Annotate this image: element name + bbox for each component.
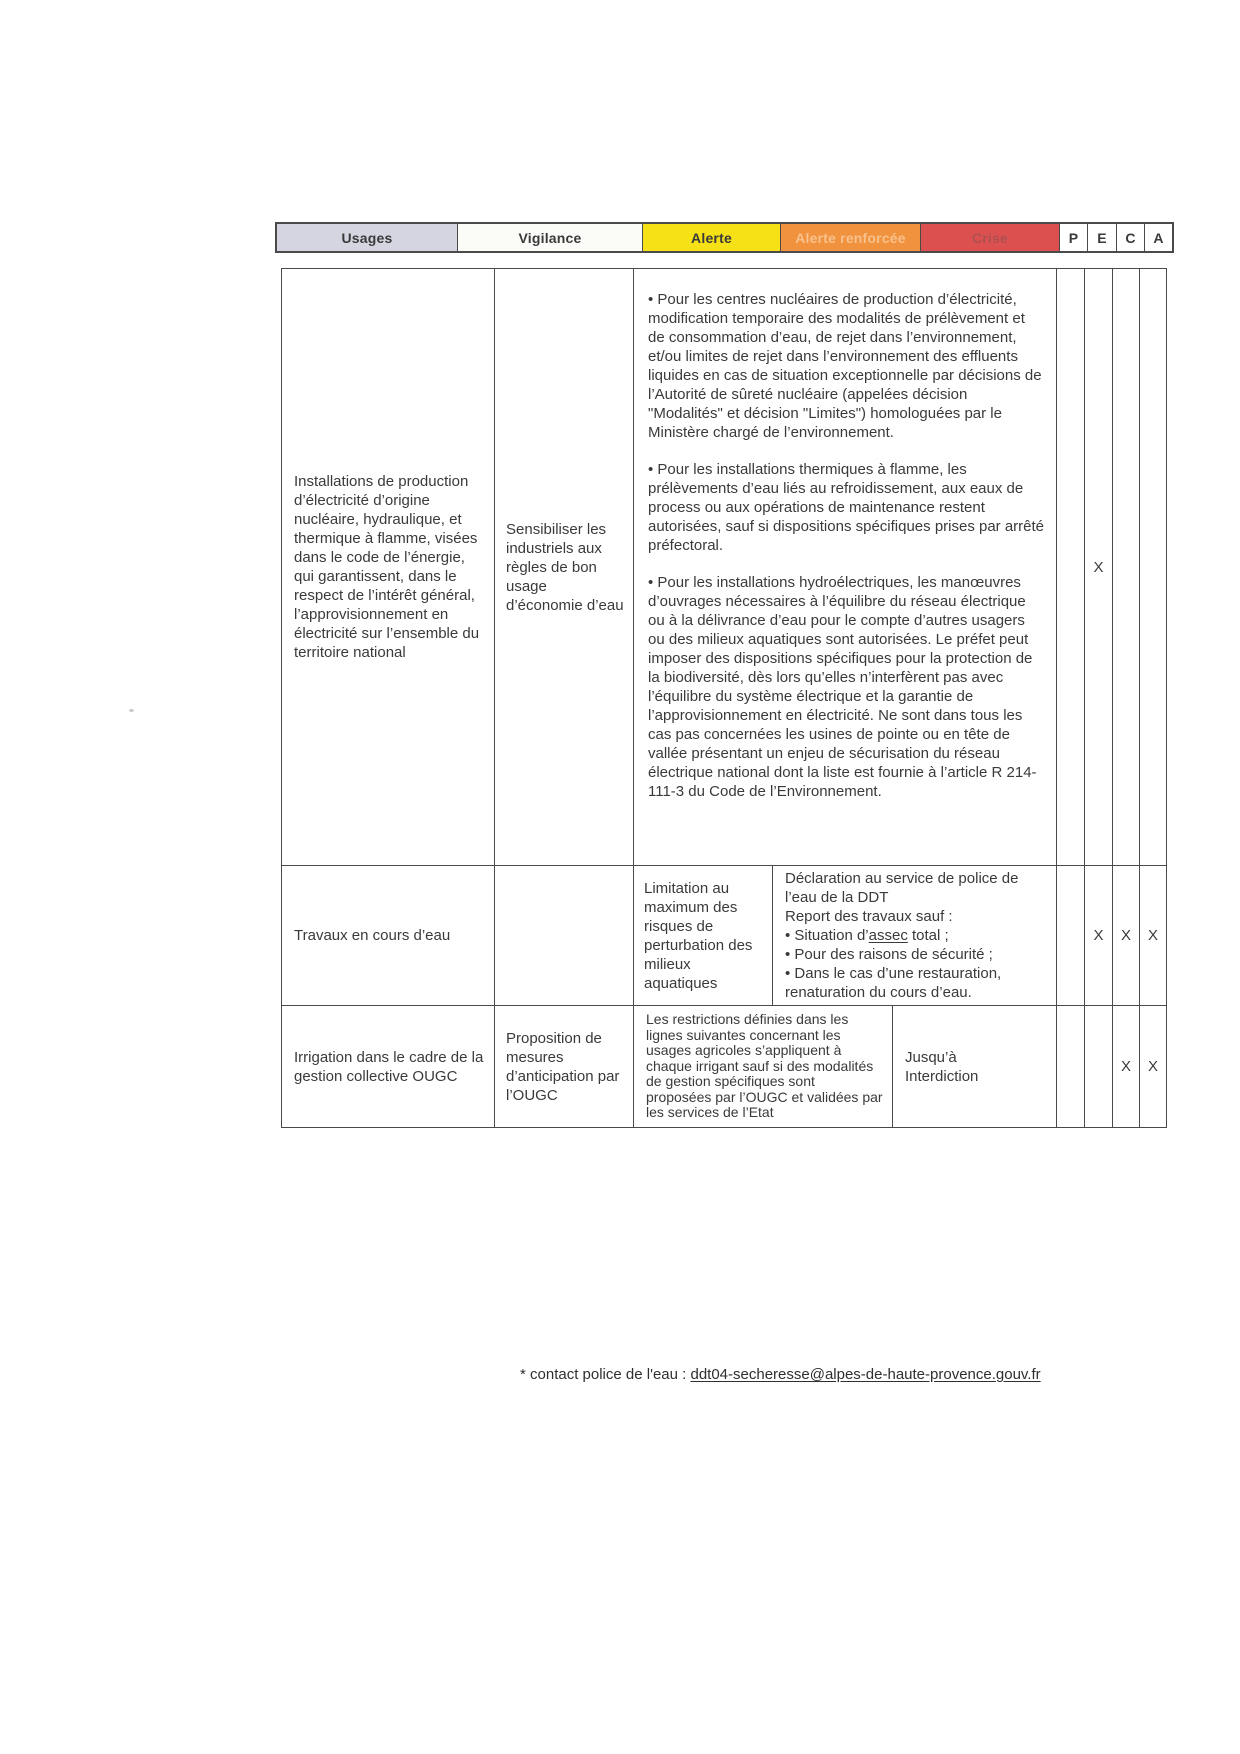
underlined-assec: assec: [868, 927, 908, 944]
row3-usage-cell: [281, 1005, 495, 1128]
severity-legend-band: [275, 222, 1174, 253]
row2-flag-a: X: [1139, 865, 1167, 1006]
footer-contact-prefix: * contact police de l'eau :: [520, 1366, 691, 1383]
row1-vigilance-text: Sensibiliser les industriels aux règles de bon usage d’économie d’eau: [506, 520, 624, 614]
row1-measure-nucleaire: • Pour les centres nucléaires de production d’électricité, modification temporaire des modalités de prélèvement et de consommation d’eau, de rejet dans l’environnement, et/ou limites de rejet dans l’environnement des effluents liquides en cas de situation exceptionnelle par décisions de l’Autorité de sûreté nucléaire (appelées décision "Modalités" et décision "Limites") homologuées par le Ministère chargé de l’environnement.: [648, 291, 1042, 441]
row1-measures-cell: [633, 268, 1057, 866]
row1-usage-cell: [281, 268, 495, 866]
legend-crise: Crise: [920, 224, 1059, 251]
row2-alerte-text: Limitation au maximum des risques de perturbation des milieux aquatiques: [644, 879, 753, 992]
row1-flag-p: [1056, 268, 1085, 866]
row3-vigilance-text: Proposition de mesures d’anticipation par l’OUGC: [506, 1029, 620, 1104]
row1-usage-text: Installations de production d’électricité d’origine nucléaire, hydraulique, et thermique à flamme, visées dans le code de l’énergie, qui garantissent, dans le respect de l’intérêt général, l’approvisionnement en électricité sur l’ensemble du territoire national: [294, 473, 480, 661]
row3-vigilance-cell: [494, 1005, 634, 1128]
row1-vigilance-cell: [494, 268, 634, 866]
row1-flag-e: X: [1084, 268, 1113, 866]
legend-alerte-renforcee: Alerte renforcée: [780, 224, 920, 251]
row2-alerte-cell: [633, 865, 773, 1006]
scan-artifact-dot: [129, 709, 134, 712]
legend-level-c: C: [1116, 224, 1144, 251]
row3-usage-text: Irrigation dans le cadre de la gestion collective OUGC: [294, 1048, 484, 1085]
row2-declaration-bullet1: • Situation d’assec total ;: [785, 927, 949, 944]
legend-usages: Usages: [277, 224, 457, 251]
row2-flag-e: X: [1084, 865, 1113, 1006]
row3-restrictions-text: Les restrictions définies dans les lignes suivantes concernant les usages agricoles s’appliquent à chaque irrigant sauf si des modalités de gestion spécifiques sont proposées par l’OUGC et validées par les services de l’Etat: [646, 1011, 883, 1121]
footer-contact-email: ddt04-secheresse@alpes-de-haute-provence.gouv.fr: [690, 1366, 1041, 1383]
row2-usage-cell: [281, 865, 495, 1006]
footer-contact-note: [520, 1366, 1041, 1383]
row3-flag-p: [1056, 1005, 1085, 1128]
row1-measure-thermique: • Pour les installations thermiques à flamme, les prélèvements d’eau liés au refroidissement, aux eaux de process ou aux opérations de maintenance restent autorisées, sauf si dispositions spécifiques prises par arrêté préfectoral.: [648, 461, 1045, 554]
row2-flag-p: [1056, 865, 1085, 1006]
row2-declaration-bullet2: • Pour des raisons de sécurité ;: [785, 946, 993, 963]
row2-vigilance-cell: [494, 865, 634, 1006]
row2-declaration-cell: [772, 865, 1057, 1006]
row2-declaration-line1: Déclaration au service de police de l’eau de la DDT: [785, 870, 1019, 906]
legend-level-p: P: [1059, 224, 1087, 251]
row3-flag-c: X: [1112, 1005, 1140, 1128]
legend-alerte: Alerte: [642, 224, 780, 251]
legend-level-e: E: [1087, 224, 1116, 251]
row2-declaration-bullet3: • Dans le cas d’une restauration, renaturation du cours d’eau.: [785, 965, 1002, 1001]
row3-flag-a: X: [1139, 1005, 1167, 1128]
row3-flag-e: [1084, 1005, 1113, 1128]
row2-flag-c: X: [1112, 865, 1140, 1006]
row2-usage-text: Travaux en cours d’eau: [294, 927, 451, 944]
row3-restrictions-cell: [633, 1005, 893, 1128]
row3-until-cell: [892, 1005, 1057, 1128]
row1-measure-hydroelectrique: • Pour les installations hydroélectriques, les manœuvres d’ouvrages nécessaires à l’équilibre du réseau électrique ou à la délivrance d’eau pour le compte d’autres usagers ou des milieux aquatiques sont autorisées. Le préfet peut imposer des dispositions spécifiques pour la protection de la biodiversité, dès lors qu’elles n’interfèrent pas avec l’équilibre du système électrique et la garantie de l’approvisionnement en électricité. Ne sont dans tous les cas pas concernées les usines de pointe ou en tête de vallée présentant un enjeu de sécurisation du réseau électrique national dont la liste est fournie à l’article R 214-111-3 du Code de l’Environnement.: [648, 574, 1037, 800]
legend-level-a: A: [1144, 224, 1172, 251]
row1-flag-a: [1139, 268, 1167, 866]
row1-flag-c: [1112, 268, 1140, 866]
legend-vigilance: Vigilance: [457, 224, 642, 251]
row3-until-text: Jusqu’à Interdiction: [905, 1048, 979, 1085]
row2-declaration-line2: Report des travaux sauf :: [785, 908, 953, 925]
